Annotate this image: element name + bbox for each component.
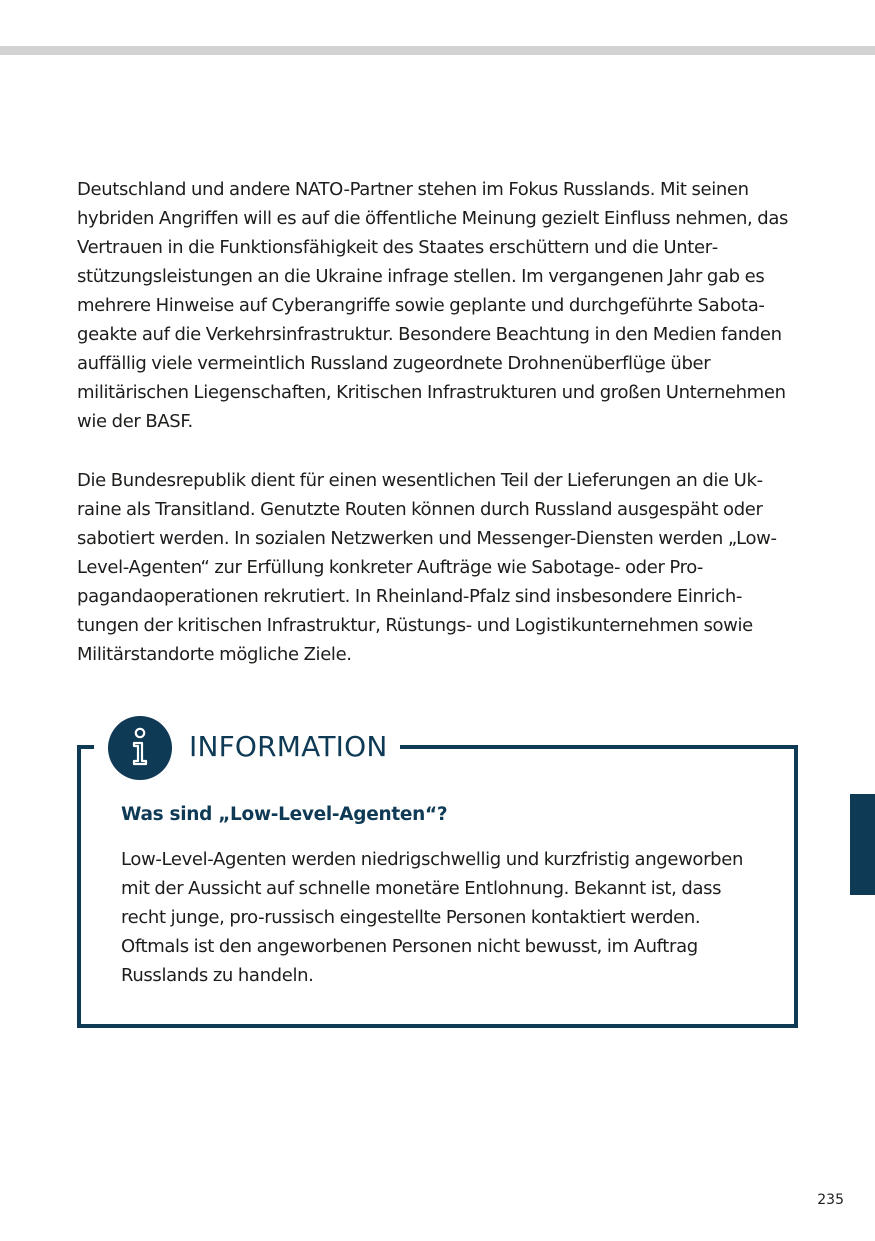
information-text: Low-Level-Agenten werden niedrigschwellig und kurzfristig angeworben mit der Aussicht auf schnelle monetäre Entlohnung. Bekannt ist, dass recht junge, pro-russisch eingestellte Personen kontaktiert werden. Oftmals ist den angeworbenen Personen nicht bewusst, im Auftrag Russlands zu handeln. <box>121 849 744 986</box>
header-rule <box>0 46 875 55</box>
information-title: INFORMATION <box>189 730 388 763</box>
chapter-tab-marker <box>850 794 875 895</box>
information-question: Was sind „Low-Level-Agenten“? <box>121 804 448 825</box>
paragraph-2: Die Bundesrepublik dient für einen wesentlichen Teil der Lieferungen an die Ukraine als Transitland. Genutzte Routen können durch Russland ausgespäht oder sabotiert werden. In sozialen Netzwerken und Messenger-Diensten werden „Low-Level-Agenten“ zur Erfüllung konkreter Aufträge wie Sabotage- oder Propagandaoperationen rekrutiert. In Rheinland-Pfalz sind insbesondere Einrichtungen der kritischen Infrastruktur, Rüstungs- und Logistikunternehmen sowie Militärstandorte mögliche Ziele. <box>77 470 777 665</box>
info-icon <box>108 716 172 780</box>
page-number: 235 <box>817 1192 844 1208</box>
paragraph-1: Deutschland und andere NATO-Partner stehen im Fokus Russlands. Mit seinen hybriden Angriffen will es auf die öffentliche Meinung gezielt Einfluss nehmen, das Vertrauen in die Funktionsfähigkeit des Staates erschüttern und die Unterstützungsleistungen an die Ukraine infrage stellen. Im vergangenen Jahr gab es mehrere Hinweise auf Cyberangriffe sowie geplante und durchgeführte Sabotageakte auf die Verkehrsinfrastruktur. Besondere Beachtung in den Medien fanden auffällig viele vermeintlich Russland zugeordnete Drohnenüberflüge über militärischen Liegenschaften, Kritischen Infrastrukturen und großen Unternehmen wie der BASF. <box>77 179 789 432</box>
